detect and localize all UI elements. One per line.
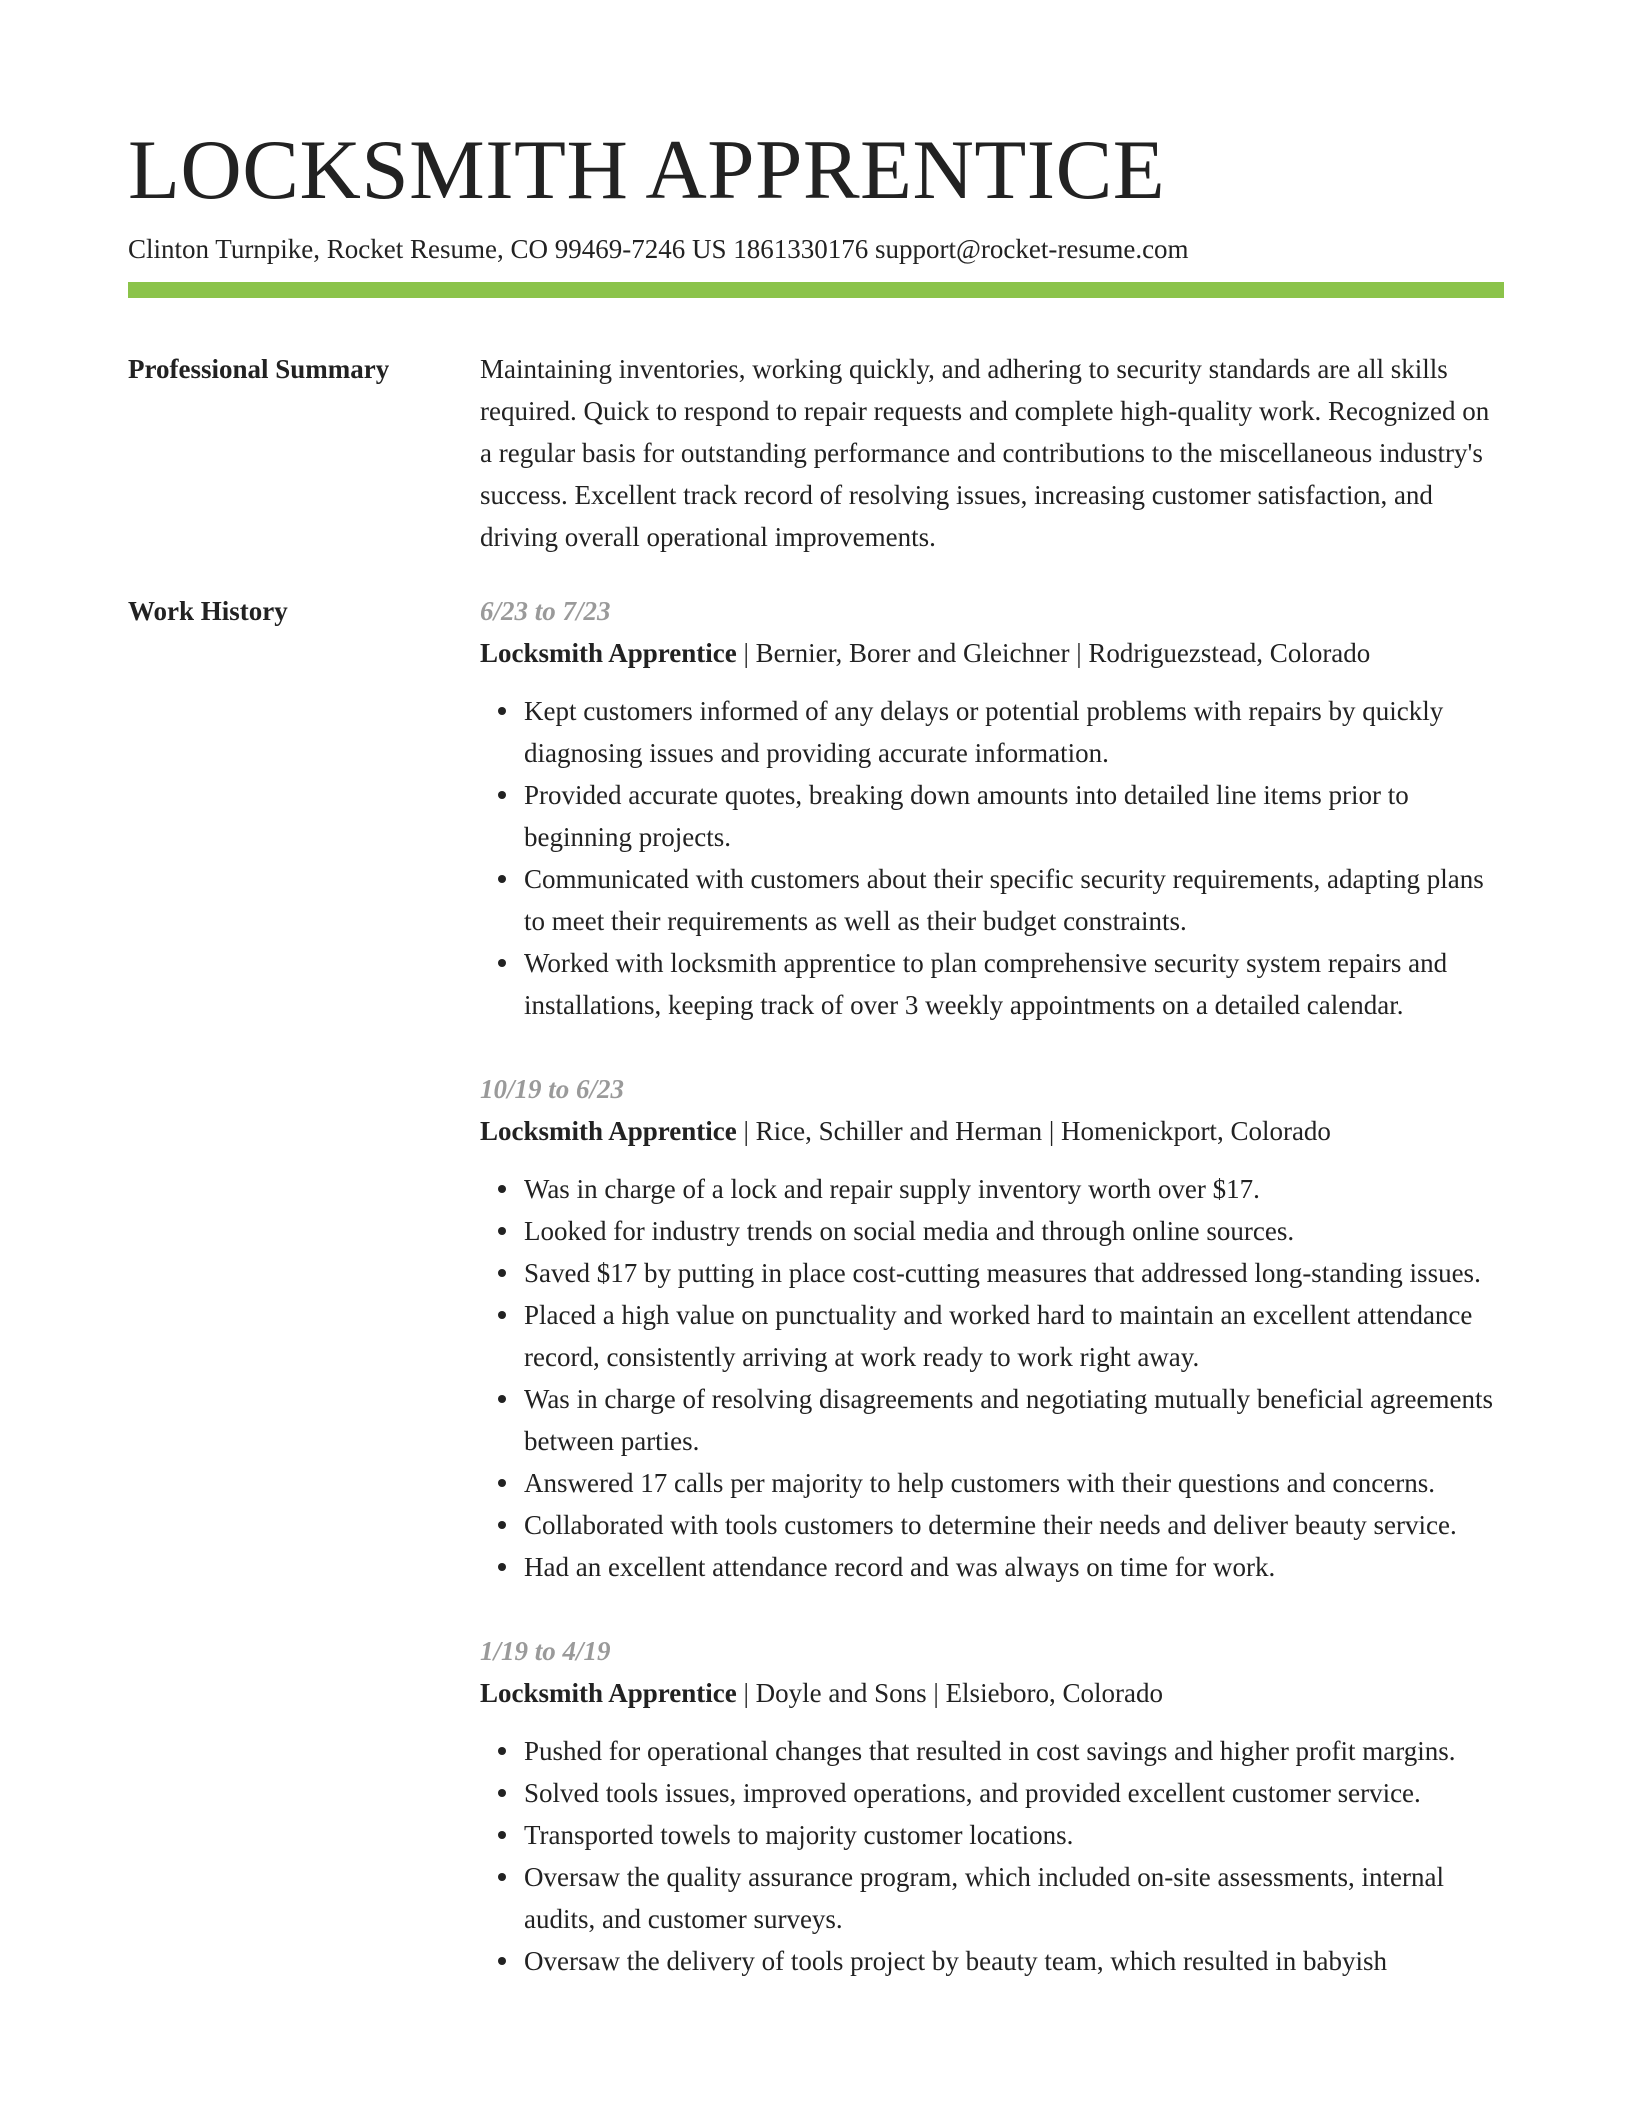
job-bullet: Oversaw the delivery of tools project by beauty team, which resulted in babyish <box>524 1940 1504 1982</box>
job-dates: 10/19 to 6/23 <box>480 1074 625 1104</box>
contact-phone: 1861330176 <box>733 234 869 264</box>
job-title: Locksmith Apprentice <box>480 1116 737 1146</box>
job-title: Locksmith Apprentice <box>480 638 737 668</box>
resume-name: LOCKSMITH APPRENTICE <box>128 123 1166 217</box>
job-bullet: Provided accurate quotes, breaking down amounts into detailed line items prior to beginning projects. <box>524 774 1504 858</box>
job-bullet: Pushed for operational changes that resulted in cost savings and higher profit margins. <box>524 1730 1504 1772</box>
job-bullets <box>480 690 1504 1026</box>
contact-email: support@rocket-resume.com <box>875 234 1189 264</box>
job-bullets <box>480 1730 1504 1982</box>
job-bullet: Solved tools issues, improved operations, and provided excellent customer service. <box>524 1772 1504 1814</box>
job-bullet: Was in charge of a lock and repair supply inventory worth over $17. <box>524 1168 1504 1210</box>
section-title-summary: Professional Summary <box>128 354 390 384</box>
job-bullet: Oversaw the quality assurance program, which included on-site assessments, internal audits, and customer surveys. <box>524 1856 1504 1940</box>
job-bullet: Kept customers informed of any delays or potential problems with repairs by quickly diagnosing issues and providing accurate information. <box>524 690 1504 774</box>
job-entry <box>480 590 1504 1026</box>
job-heading <box>480 1672 1504 1714</box>
job-dates: 1/19 to 4/19 <box>480 1636 611 1666</box>
job-bullet: Placed a high value on punctuality and worked hard to maintain an excellent attendance record, consistently arriving at work ready to work right away. <box>524 1294 1504 1378</box>
job-heading <box>480 1110 1504 1152</box>
job-entry <box>480 1630 1504 1982</box>
job-bullet: Had an excellent attendance record and was always on time for work. <box>524 1546 1504 1588</box>
job-bullet: Worked with locksmith apprentice to plan comprehensive security system repairs and installations, keeping track of over 3 weekly appointments on a detailed calendar. <box>524 942 1504 1026</box>
resume-page <box>128 120 1504 2024</box>
job-details: | Rice, Schiller and Herman | Homenickport, Colorado <box>736 1116 1331 1146</box>
job-bullet: Saved $17 by putting in place cost-cutting measures that addressed long-standing issues. <box>524 1252 1504 1294</box>
job-title: Locksmith Apprentice <box>480 1678 737 1708</box>
contact-line <box>128 230 1504 268</box>
professional-summary-section <box>128 348 1504 558</box>
job-details: | Doyle and Sons | Elsieboro, Colorado <box>736 1678 1164 1708</box>
contact-address: Clinton Turnpike, Rocket Resume, CO 99469-7246 US <box>128 234 727 264</box>
job-details: | Bernier, Borer and Gleichner | Rodriguezstead, Colorado <box>736 638 1371 668</box>
job-entry <box>480 1068 1504 1588</box>
job-bullet: Was in charge of resolving disagreements and negotiating mutually beneficial agreements between parties. <box>524 1378 1504 1462</box>
job-bullet: Answered 17 calls per majority to help customers with their questions and concerns. <box>524 1462 1504 1504</box>
job-bullet: Collaborated with tools customers to determine their needs and deliver beauty service. <box>524 1504 1504 1546</box>
job-heading <box>480 632 1504 674</box>
work-history-section <box>128 590 1504 2024</box>
header-divider <box>128 282 1504 298</box>
job-bullet: Communicated with customers about their specific security requirements, adapting plans to meet their requirements as well as their budget constraints. <box>524 858 1504 942</box>
summary-text: Maintaining inventories, working quickly, and adhering to security standards are all skills required. Quick to respond to repair requests and complete high-quality work. Recognized on a regular basis for outstanding performance and contributions to the miscellaneous industry's success. Excellent track record of resolving issues, increasing customer satisfaction, and driving overall operational improvements. <box>480 354 1490 552</box>
job-bullets <box>480 1168 1504 1588</box>
job-dates: 6/23 to 7/23 <box>480 596 611 626</box>
section-title-work-history: Work History <box>128 596 288 626</box>
job-bullet: Transported towels to majority customer locations. <box>524 1814 1504 1856</box>
job-bullet: Looked for industry trends on social media and through online sources. <box>524 1210 1504 1252</box>
